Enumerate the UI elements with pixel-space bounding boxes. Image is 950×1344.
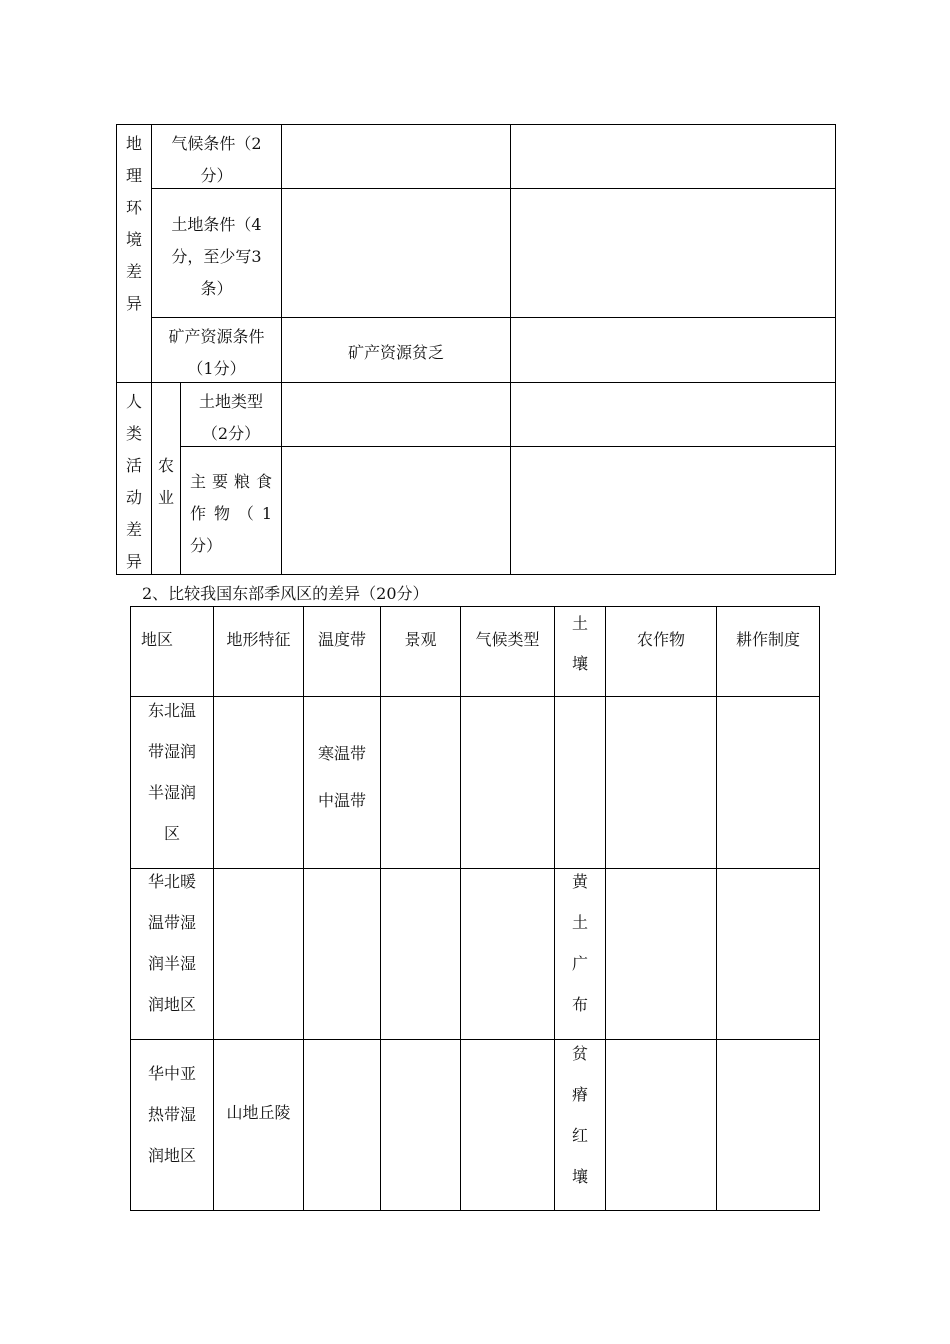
header-char: 环 <box>125 198 142 217</box>
geo-diff-header <box>117 128 151 320</box>
main-crops-label: 主要粮食 作物（1 分） <box>190 472 272 555</box>
header-farming-system: 耕作制度 <box>735 630 800 649</box>
header-char: 境 <box>125 230 142 249</box>
land-type-label: 土地类型 （2分） <box>198 392 263 443</box>
agri-char: 农 <box>157 456 174 475</box>
header-char: 理 <box>125 166 142 185</box>
header-char: 差 <box>125 520 142 539</box>
header-temp-zone: 温度带 <box>317 630 366 649</box>
agriculture-label <box>152 450 180 514</box>
row3-soil: 贫 瘠 红 壤 <box>571 1044 588 1186</box>
agri-char: 业 <box>157 488 174 507</box>
header-crops: 农作物 <box>636 630 685 649</box>
climate-condition-label: 气候条件（2 分） <box>171 134 262 185</box>
row3-terrain: 山地丘陵 <box>226 1103 291 1122</box>
land-condition-label: 土地条件（4 分，至少写3 条） <box>171 215 262 298</box>
header-terrain: 地形特征 <box>226 630 291 649</box>
header-char: 异 <box>125 294 142 313</box>
header-char: 异 <box>125 552 142 571</box>
row3-region: 华中亚 热带湿 润地区 <box>147 1064 196 1165</box>
header-landscape: 景观 <box>404 630 437 649</box>
header-char: 差 <box>125 262 142 281</box>
row1-temp-zone: 寒温带 中温带 <box>317 744 366 810</box>
header-char: 地 <box>125 134 142 153</box>
mineral-answer-cell: 矿产资源贫乏 <box>347 343 444 362</box>
section2-title: 2、比较我国东部季风区的差异（20分） <box>142 584 429 603</box>
header-char: 活 <box>125 456 142 475</box>
row2-soil: 黄 土 广 布 <box>571 872 588 1014</box>
mineral-condition-label: 矿产资源条件 （1分） <box>168 327 265 378</box>
header-char: 动 <box>125 488 142 507</box>
header-char: 人 <box>125 392 142 411</box>
human-diff-header <box>117 386 151 578</box>
header-region: 地区 <box>141 630 174 649</box>
header-char: 类 <box>125 424 142 443</box>
row1-region: 东北温 带湿润 半湿润 区 <box>147 701 196 843</box>
row2-region: 华北暖 温带湿 润半湿 润地区 <box>147 872 196 1014</box>
header-soil: 土 壤 <box>571 614 588 673</box>
header-climate-type: 气候类型 <box>475 630 540 649</box>
